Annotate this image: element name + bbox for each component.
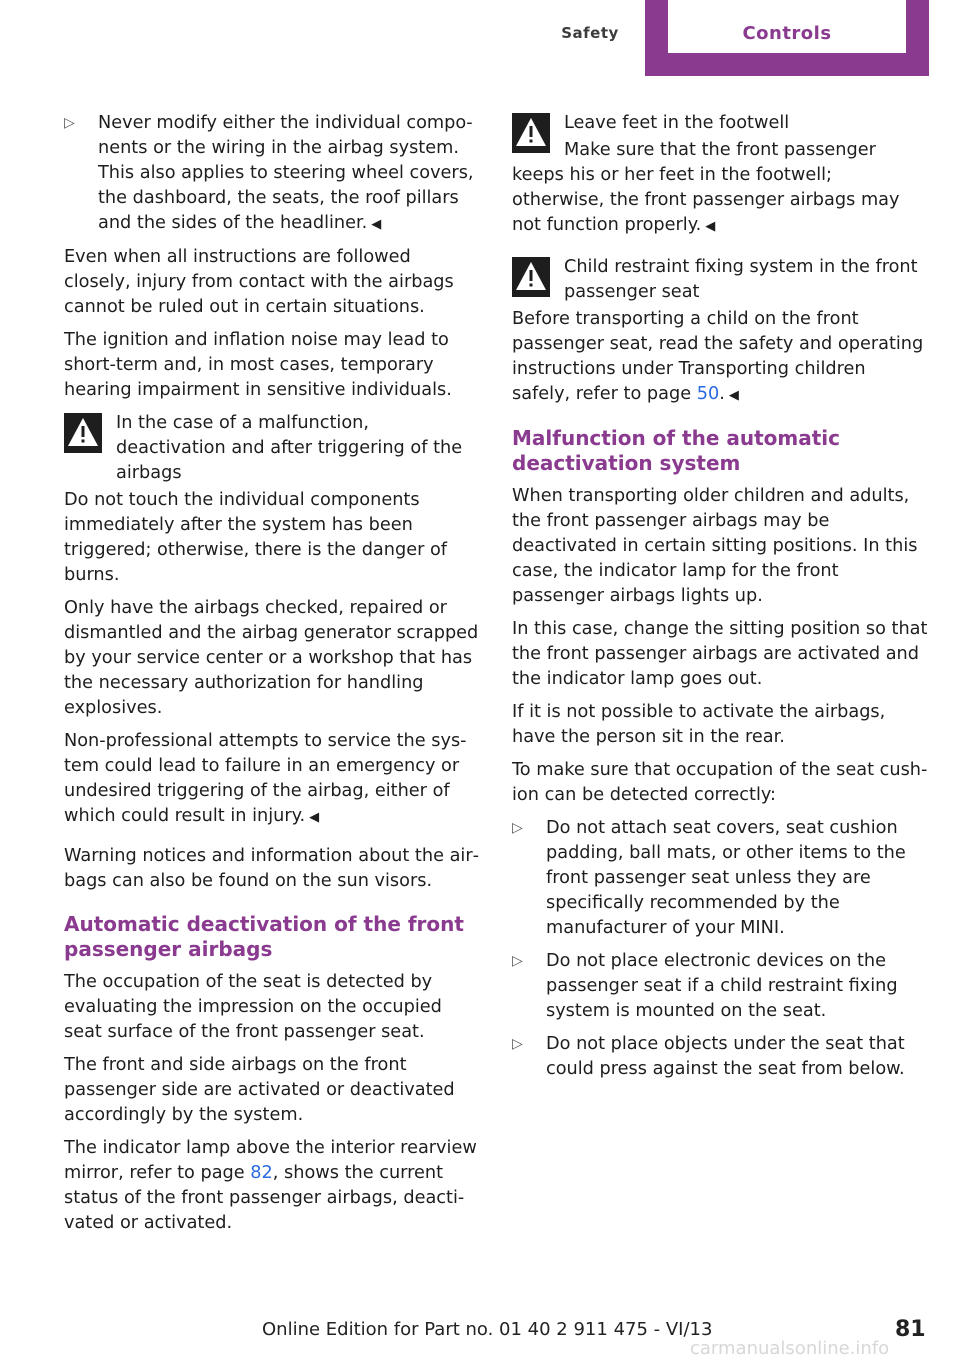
- footer-edition: Online Edition for Part no. 01 40 2 911 475 - VI/13: [262, 1319, 713, 1340]
- paragraph: If it is not possible to activate the airbags, have the person sit in the rear.: [512, 702, 886, 747]
- list-item: ▷ Do not place objects under the seat that could press against the seat from below.: [512, 1034, 905, 1079]
- header-chapter-tab: [645, 0, 929, 76]
- warning-icon: [512, 113, 550, 153]
- end-mark-icon: ◀: [705, 219, 716, 234]
- paragraph: The ignition and inflation noise may lead to short-term and, in most cases, temporary hearing impairment in sensitive individuals.: [64, 330, 452, 400]
- paragraph: The front and side airbags on the front passenger side are activated or deactivated accordingly by the system.: [64, 1055, 455, 1125]
- paragraph: Non-professional attempts to service the system could lead to failure in an emergency or undesired triggering of the airbag, either of which could result in injury.: [64, 731, 467, 826]
- paragraph: Even when all instructions are followed closely, injury from contact with the airbags cannot be ruled out in certain situations.: [64, 247, 454, 317]
- warning-block: Child restraint fixing system in the front passenger seat Before transporting a child on the front passenger seat, read the safety and operating instructions under Transporting children safely, refer to page 50. ◀: [512, 257, 924, 404]
- paragraph: Only have the airbags checked, repaired or dismantled and the airbag generator scrapped by your service center or a workshop that has the necessary authorization for handling explosives.: [64, 598, 479, 718]
- triangle-bullet-icon: ▷: [512, 953, 523, 969]
- end-mark-icon: ◀: [309, 810, 320, 825]
- warning-title: Child restraint fixing system in the front passenger seat: [564, 257, 918, 302]
- triangle-bullet-icon: ▷: [512, 820, 523, 836]
- section-heading: Malfunction of the automatic deactivation system: [512, 426, 841, 475]
- list-item: ▷ Do not place electronic devices on the passenger seat if a child restraint fixing system is mounted on the seat.: [512, 951, 898, 1021]
- header-chapter-label: Controls: [668, 0, 906, 53]
- warning-block: [64, 411, 480, 830]
- warning-title: In the case of a malfunction, deactivation and after triggering of the airbags: [116, 413, 463, 483]
- end-mark-icon: ◀: [728, 388, 739, 403]
- watermark: carmanualsonline.info: [690, 1338, 890, 1359]
- section-heading: Automatic deactivation of the front passenger airbags: [64, 912, 464, 961]
- end-mark-icon: ◀: [371, 217, 382, 232]
- header-section-label: Safety: [561, 24, 619, 42]
- left-column: [64, 111, 480, 1244]
- paragraph: To make sure that occupation of the seat cushion can be detected correctly:: [512, 760, 928, 805]
- page-link-50[interactable]: 50: [696, 384, 720, 404]
- paragraph: Do not touch the individual components immediately after the system has been triggered; otherwise, there is the danger of burns.: [64, 490, 448, 585]
- warning-icon: [64, 413, 102, 453]
- bullet-text: Never modify either the individual components or the wiring in the airbag system. This also applies to steering wheel covers, the dashboard, the seats, the roof pillars and the sides of the headliner.: [98, 113, 474, 233]
- right-column: [512, 111, 928, 1090]
- paragraph: The occupation of the seat is detected by evaluating the impression on the occupied seat surface of the front passenger seat.: [64, 972, 442, 1042]
- paragraph: When transporting older children and adults, the front passenger airbags may be deactivated in certain sitting positions. In this case, the indicator lamp for the front passenger airbags lights up.: [512, 486, 918, 606]
- paragraph: In this case, change the sitting position so that the front passenger airbags are activated and the indicator lamp goes out.: [512, 619, 928, 689]
- warning-title: Leave feet in the footwell: [564, 113, 790, 133]
- warning-block: [512, 111, 928, 239]
- paragraph: Make sure that the front passenger keeps his or her feet in the footwell; otherwise, the front passenger airbags may not function properly.: [512, 140, 900, 235]
- triangle-bullet-icon: ▷: [512, 1036, 523, 1052]
- paragraph: The indicator lamp above the interior rearview mirror, refer to page 82, shows the current status of the front passenger airbags, deactivated or activated.: [64, 1138, 477, 1233]
- page-link-82[interactable]: 82: [250, 1163, 273, 1183]
- warning-icon: [512, 257, 550, 297]
- paragraph: Warning notices and information about the airbags can also be found on the sun visors.: [64, 846, 479, 891]
- page-number: 81: [895, 1317, 926, 1342]
- list-item: ▷ Do not attach seat covers, seat cushion padding, ball mats, or other items to the front passenger seat unless they are specifically recommended by the manufacturer of your MINI.: [512, 818, 906, 938]
- triangle-bullet-icon: ▷: [64, 115, 75, 131]
- list-item: [64, 111, 480, 237]
